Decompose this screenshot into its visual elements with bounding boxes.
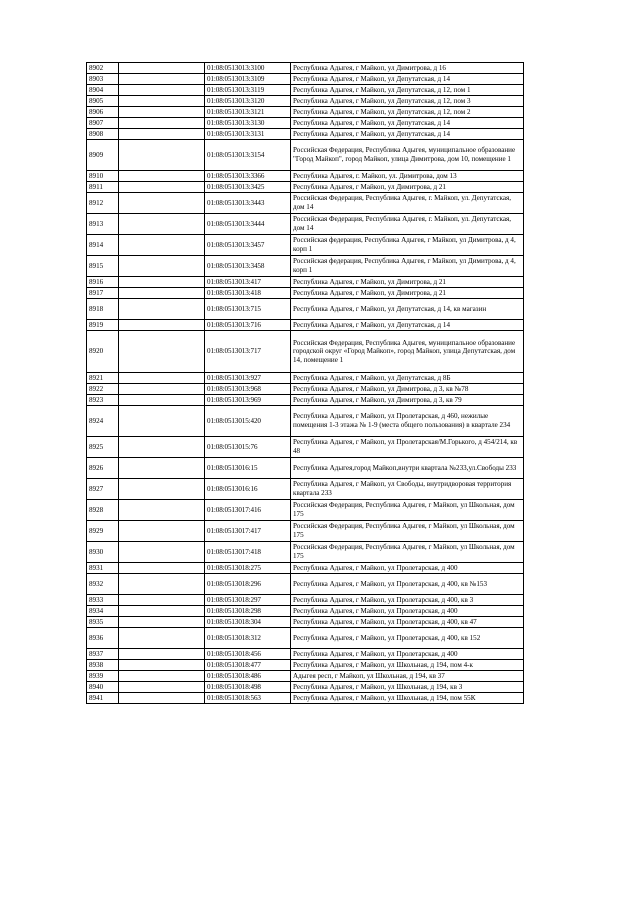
table-row xyxy=(87,277,524,288)
address: Республика Адыгея, г Майкоп, ул Пролетарская, д 400 xyxy=(291,563,524,574)
address: Российская федерация, Республика Адыгея, г Майкоп, ул Димитрова, д 4, корп 1 xyxy=(291,256,524,277)
row-number: 8905 xyxy=(87,96,119,107)
address: Республика Адыгея, г Майкоп, ул Депутатская, д 8Б xyxy=(291,373,524,384)
cadastral-number: 01:08:0513018:498 xyxy=(205,682,291,693)
cadastral-number: 01:08:0513018:486 xyxy=(205,671,291,682)
cadastral-number: 01:08:0513013:3109 xyxy=(205,74,291,85)
empty-cell xyxy=(119,682,205,693)
empty-cell xyxy=(119,63,205,74)
table-row xyxy=(87,682,524,693)
empty-cell xyxy=(119,277,205,288)
address: Республика Адыгея, г Майкоп, ул Димитрова, д 3, кв 79 xyxy=(291,395,524,406)
row-number: 8925 xyxy=(87,437,119,458)
cadastral-number: 01:08:0513018:563 xyxy=(205,693,291,704)
row-number: 8935 xyxy=(87,617,119,628)
cadastral-number: 01:08:0513013:3458 xyxy=(205,256,291,277)
address: Республика Адыгея, г Майкоп, ул Димитрова, д 21 xyxy=(291,182,524,193)
row-number: 8907 xyxy=(87,118,119,129)
address: Адыгея респ, г Майкоп, ул Школьная, д 194, кв 37 xyxy=(291,671,524,682)
empty-cell xyxy=(119,140,205,171)
empty-cell xyxy=(119,628,205,649)
table-body xyxy=(87,63,524,704)
empty-cell xyxy=(119,96,205,107)
cadastral-number: 01:08:0513017:418 xyxy=(205,542,291,563)
address: Республика Адыгея, г Майкоп, ул Пролетарская, д 400 xyxy=(291,649,524,660)
address: Республика Адыгея, г Майкоп, ул Депутатская, д 14, кв магазин xyxy=(291,299,524,320)
cadastral-number: 01:08:0513013:927 xyxy=(205,373,291,384)
table-row xyxy=(87,288,524,299)
table-row xyxy=(87,671,524,682)
table-row xyxy=(87,118,524,129)
table-row xyxy=(87,617,524,628)
table-row xyxy=(87,649,524,660)
address: Республика Адыгея, г Майкоп, ул Пролетарская, д 400, кв №153 xyxy=(291,574,524,595)
cadastral-number: 01:08:0513018:477 xyxy=(205,660,291,671)
table-row xyxy=(87,107,524,118)
address: Республика Адыгея, г Майкоп, ул Димитрова, д 21 xyxy=(291,277,524,288)
address: Республика Адыгея, г. Майкоп, ул. Димитрова, дом 13 xyxy=(291,171,524,182)
address: Республика Адыгея, г Майкоп, ул Школьная, д 194, пом 4-к xyxy=(291,660,524,671)
row-number: 8916 xyxy=(87,277,119,288)
empty-cell xyxy=(119,256,205,277)
table-row xyxy=(87,320,524,331)
cadastral-number: 01:08:0513018:456 xyxy=(205,649,291,660)
address: Республика Адыгея,город Майкоп,внутри квартала №233,ул.Свободы 233 xyxy=(291,458,524,479)
row-number: 8923 xyxy=(87,395,119,406)
empty-cell xyxy=(119,214,205,235)
cadastral-number: 01:08:0513013:3425 xyxy=(205,182,291,193)
cadastral-number: 01:08:0513016:16 xyxy=(205,479,291,500)
table-row xyxy=(87,479,524,500)
row-number: 8911 xyxy=(87,182,119,193)
table-row xyxy=(87,384,524,395)
empty-cell xyxy=(119,74,205,85)
empty-cell xyxy=(119,384,205,395)
cadastral-number: 01:08:0513013:3366 xyxy=(205,171,291,182)
table-row xyxy=(87,214,524,235)
row-number: 8912 xyxy=(87,193,119,214)
address: Российская Федерация, Республика Адыгея, г Майкоп, ул Школьная, дом 175 xyxy=(291,500,524,521)
empty-cell xyxy=(119,479,205,500)
address: Республика Адыгея, г Майкоп, ул Пролетарская/М.Горького, д 454/214, кв 48 xyxy=(291,437,524,458)
row-number: 8936 xyxy=(87,628,119,649)
row-number: 8918 xyxy=(87,299,119,320)
address: Республика Адыгея, г Майкоп, ул Пролетарская, д 460, нежилые помещения 1-3 этажа № 1-9 (места общего пользования) в квартале 234 xyxy=(291,406,524,437)
address: Российская федерация, Республика Адыгея, г Майкоп, ул Димитрова, д 4, корп 1 xyxy=(291,235,524,256)
table-row xyxy=(87,437,524,458)
table-row xyxy=(87,395,524,406)
address: Республика Адыгея, г Майкоп, ул Свободы, внутридворовая территория квартала 233 xyxy=(291,479,524,500)
address: Республика Адыгея, г Майкоп, ул Димитрова, д 3, кв №78 xyxy=(291,384,524,395)
table-row xyxy=(87,595,524,606)
empty-cell xyxy=(119,660,205,671)
table-row xyxy=(87,74,524,85)
address: Республика Адыгея, г Майкоп, ул Пролетарская, д 400 xyxy=(291,606,524,617)
address: Республика Адыгея, г Майкоп, ул Школьная, д 194, кв 3 xyxy=(291,682,524,693)
table-row xyxy=(87,140,524,171)
cadastral-number: 01:08:0513018:275 xyxy=(205,563,291,574)
cadastral-number: 01:08:0513013:417 xyxy=(205,277,291,288)
empty-cell xyxy=(119,331,205,373)
cadastral-number: 01:08:0513018:297 xyxy=(205,595,291,606)
row-number: 8906 xyxy=(87,107,119,118)
address: Республика Адыгея, г Майкоп, ул Депутатская, д 14 xyxy=(291,320,524,331)
cadastral-number: 01:08:0513013:3119 xyxy=(205,85,291,96)
table-row xyxy=(87,331,524,373)
empty-cell xyxy=(119,235,205,256)
row-number: 8937 xyxy=(87,649,119,660)
table-row xyxy=(87,563,524,574)
address: Республика Адыгея, г Майкоп, ул Депутатская, д 12, пом 1 xyxy=(291,85,524,96)
empty-cell xyxy=(119,171,205,182)
empty-cell xyxy=(119,500,205,521)
address: Республика Адыгея, г Майкоп, ул Пролетарская, д 400, кв 47 xyxy=(291,617,524,628)
address: Республика Адыгея, г Майкоп, ул Димитрова, д 16 xyxy=(291,63,524,74)
row-number: 8902 xyxy=(87,63,119,74)
empty-cell xyxy=(119,288,205,299)
cadastral-number: 01:08:0513013:3444 xyxy=(205,214,291,235)
empty-cell xyxy=(119,406,205,437)
empty-cell xyxy=(119,458,205,479)
table-row xyxy=(87,574,524,595)
empty-cell xyxy=(119,182,205,193)
row-number: 8931 xyxy=(87,563,119,574)
row-number: 8938 xyxy=(87,660,119,671)
cadastral-number: 01:08:0513013:3120 xyxy=(205,96,291,107)
row-number: 8920 xyxy=(87,331,119,373)
cadastral-number: 01:08:0513013:969 xyxy=(205,395,291,406)
address: Российская Федерация, Республика Адыгея, г. Майкоп, ул. Депутатская, дом 14 xyxy=(291,193,524,214)
row-number: 8924 xyxy=(87,406,119,437)
cadastral-number: 01:08:0513016:15 xyxy=(205,458,291,479)
cadastral-number: 01:08:0513013:3130 xyxy=(205,118,291,129)
table-row xyxy=(87,96,524,107)
table-row xyxy=(87,693,524,704)
table-row xyxy=(87,406,524,437)
row-number: 8939 xyxy=(87,671,119,682)
cadastral-number: 01:08:0513017:416 xyxy=(205,500,291,521)
address: Республика Адыгея, г Майкоп, ул Пролетарская, д 400, кв 152 xyxy=(291,628,524,649)
row-number: 8908 xyxy=(87,129,119,140)
table-row xyxy=(87,129,524,140)
cadastral-number: 01:08:0513013:418 xyxy=(205,288,291,299)
empty-cell xyxy=(119,617,205,628)
row-number: 8914 xyxy=(87,235,119,256)
address: Республика Адыгея, г Майкоп, ул Депутатская, д 14 xyxy=(291,74,524,85)
empty-cell xyxy=(119,85,205,96)
address: Республика Адыгея, г Майкоп, ул Димитрова, д 21 xyxy=(291,288,524,299)
cadastral-number: 01:08:0513013:3443 xyxy=(205,193,291,214)
property-register-table xyxy=(86,62,524,704)
cadastral-number: 01:08:0513013:3100 xyxy=(205,63,291,74)
cadastral-number: 01:08:0513013:715 xyxy=(205,299,291,320)
cadastral-number: 01:08:0513013:3131 xyxy=(205,129,291,140)
table-row xyxy=(87,660,524,671)
row-number: 8921 xyxy=(87,373,119,384)
row-number: 8928 xyxy=(87,500,119,521)
empty-cell xyxy=(119,595,205,606)
table-row xyxy=(87,256,524,277)
row-number: 8929 xyxy=(87,521,119,542)
address: Республика Адыгея, г Майкоп, ул Депутатская, д 14 xyxy=(291,129,524,140)
empty-cell xyxy=(119,129,205,140)
table-row xyxy=(87,182,524,193)
cadastral-number: 01:08:0513015:420 xyxy=(205,406,291,437)
empty-cell xyxy=(119,574,205,595)
row-number: 8917 xyxy=(87,288,119,299)
empty-cell xyxy=(119,693,205,704)
row-number: 8903 xyxy=(87,74,119,85)
row-number: 8933 xyxy=(87,595,119,606)
table-row xyxy=(87,542,524,563)
empty-cell xyxy=(119,299,205,320)
address: Российская Федерация, Республика Адыгея, г Майкоп, ул Школьная, дом 175 xyxy=(291,521,524,542)
empty-cell xyxy=(119,107,205,118)
table-row xyxy=(87,235,524,256)
row-number: 8919 xyxy=(87,320,119,331)
row-number: 8940 xyxy=(87,682,119,693)
row-number: 8913 xyxy=(87,214,119,235)
row-number: 8909 xyxy=(87,140,119,171)
row-number: 8930 xyxy=(87,542,119,563)
row-number: 8910 xyxy=(87,171,119,182)
address: Республика Адыгея, г Майкоп, ул Депутатская, д 14 xyxy=(291,118,524,129)
address: Российская Федерация, Республика Адыгея, муниципальное образование "Город Майкоп", город Майкоп, улица Димитрова, дом 10, помещение 1 xyxy=(291,140,524,171)
table-row xyxy=(87,606,524,617)
table-row xyxy=(87,299,524,320)
table-row xyxy=(87,500,524,521)
table-row xyxy=(87,63,524,74)
address: Республика Адыгея, г Майкоп, ул Пролетарская, д 400, кв 3 xyxy=(291,595,524,606)
cadastral-number: 01:08:0513017:417 xyxy=(205,521,291,542)
cadastral-number: 01:08:0513015:76 xyxy=(205,437,291,458)
row-number: 8904 xyxy=(87,85,119,96)
table-row xyxy=(87,85,524,96)
table-row xyxy=(87,171,524,182)
row-number: 8932 xyxy=(87,574,119,595)
empty-cell xyxy=(119,373,205,384)
cadastral-number: 01:08:0513013:717 xyxy=(205,331,291,373)
row-number: 8934 xyxy=(87,606,119,617)
cadastral-number: 01:08:0513013:716 xyxy=(205,320,291,331)
empty-cell xyxy=(119,521,205,542)
empty-cell xyxy=(119,320,205,331)
empty-cell xyxy=(119,671,205,682)
address: Республика Адыгея, г Майкоп, ул Депутатская, д 12, пом 2 xyxy=(291,107,524,118)
table-row xyxy=(87,193,524,214)
empty-cell xyxy=(119,437,205,458)
address: Республика Адыгея, г Майкоп, ул Депутатская, д 12, пом 3 xyxy=(291,96,524,107)
empty-cell xyxy=(119,395,205,406)
empty-cell xyxy=(119,649,205,660)
cadastral-number: 01:08:0513018:304 xyxy=(205,617,291,628)
cadastral-number: 01:08:0513018:312 xyxy=(205,628,291,649)
empty-cell xyxy=(119,563,205,574)
empty-cell xyxy=(119,193,205,214)
table-row xyxy=(87,458,524,479)
address: Российская Федерация, Республика Адыгея, муниципальное образование городской округ «Город Майкоп», город Майкоп, улица Депутатская, дом 14, помещение 1 xyxy=(291,331,524,373)
cadastral-number: 01:08:0513013:3154 xyxy=(205,140,291,171)
address: Республика Адыгея, г Майкоп, ул Школьная, д 194, пом 55К xyxy=(291,693,524,704)
table-row xyxy=(87,628,524,649)
empty-cell xyxy=(119,542,205,563)
row-number: 8927 xyxy=(87,479,119,500)
address: Российская Федерация, Республика Адыгея, г Майкоп, ул Школьная, дом 175 xyxy=(291,542,524,563)
cadastral-number: 01:08:0513013:3457 xyxy=(205,235,291,256)
row-number: 8926 xyxy=(87,458,119,479)
address: Российская Федерация, Республика Адыгея, г. Майкоп, ул. Депутатская, дом 14 xyxy=(291,214,524,235)
table-row xyxy=(87,521,524,542)
cadastral-number: 01:08:0513018:296 xyxy=(205,574,291,595)
empty-cell xyxy=(119,118,205,129)
cadastral-number: 01:08:0513018:298 xyxy=(205,606,291,617)
cadastral-number: 01:08:0513013:968 xyxy=(205,384,291,395)
empty-cell xyxy=(119,606,205,617)
row-number: 8941 xyxy=(87,693,119,704)
row-number: 8915 xyxy=(87,256,119,277)
cadastral-number: 01:08:0513013:3121 xyxy=(205,107,291,118)
row-number: 8922 xyxy=(87,384,119,395)
table-row xyxy=(87,373,524,384)
